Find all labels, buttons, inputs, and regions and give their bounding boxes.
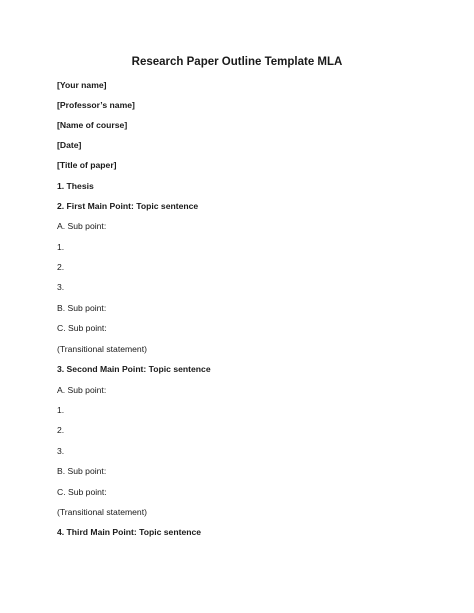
line-name-of-course: [Name of course] <box>57 120 128 130</box>
line-third-main-point: 4. Third Main Point: Topic sentence <box>57 527 202 537</box>
line-second-main-point: 3. Second Main Point: Topic sentence <box>57 364 211 374</box>
line-sub-point-a-1: A. Sub point: <box>57 221 107 231</box>
line-item-1-a: 1. <box>57 242 65 252</box>
line-item-3-a: 3. <box>57 282 65 292</box>
line-item-2-a: 2. <box>57 262 65 272</box>
line-sub-point-b-2: B. Sub point: <box>57 466 107 476</box>
line-sub-point-c-2: C. Sub point: <box>57 487 107 497</box>
line-date: [Date] <box>57 140 82 150</box>
line-item-2-b: 2. <box>57 425 65 435</box>
line-title-of-paper: [Title of paper] <box>57 160 117 170</box>
line-professor-name: [Professor’s name] <box>57 100 135 110</box>
line-your-name: [Your name] <box>57 80 107 90</box>
line-thesis: 1. Thesis <box>57 181 94 191</box>
document-title: Research Paper Outline Template MLA <box>131 56 343 68</box>
line-sub-point-b-1: B. Sub point: <box>57 303 107 313</box>
line-sub-point-a-2: A. Sub point: <box>57 385 107 395</box>
line-transitional-1: (Transitional statement) <box>57 344 147 354</box>
line-item-3-b: 3. <box>57 446 65 456</box>
line-first-main-point: 2. First Main Point: Topic sentence <box>57 201 199 211</box>
line-transitional-2: (Transitional statement) <box>57 507 147 517</box>
line-item-1-b: 1. <box>57 405 65 415</box>
line-sub-point-c-1: C. Sub point: <box>57 323 107 333</box>
